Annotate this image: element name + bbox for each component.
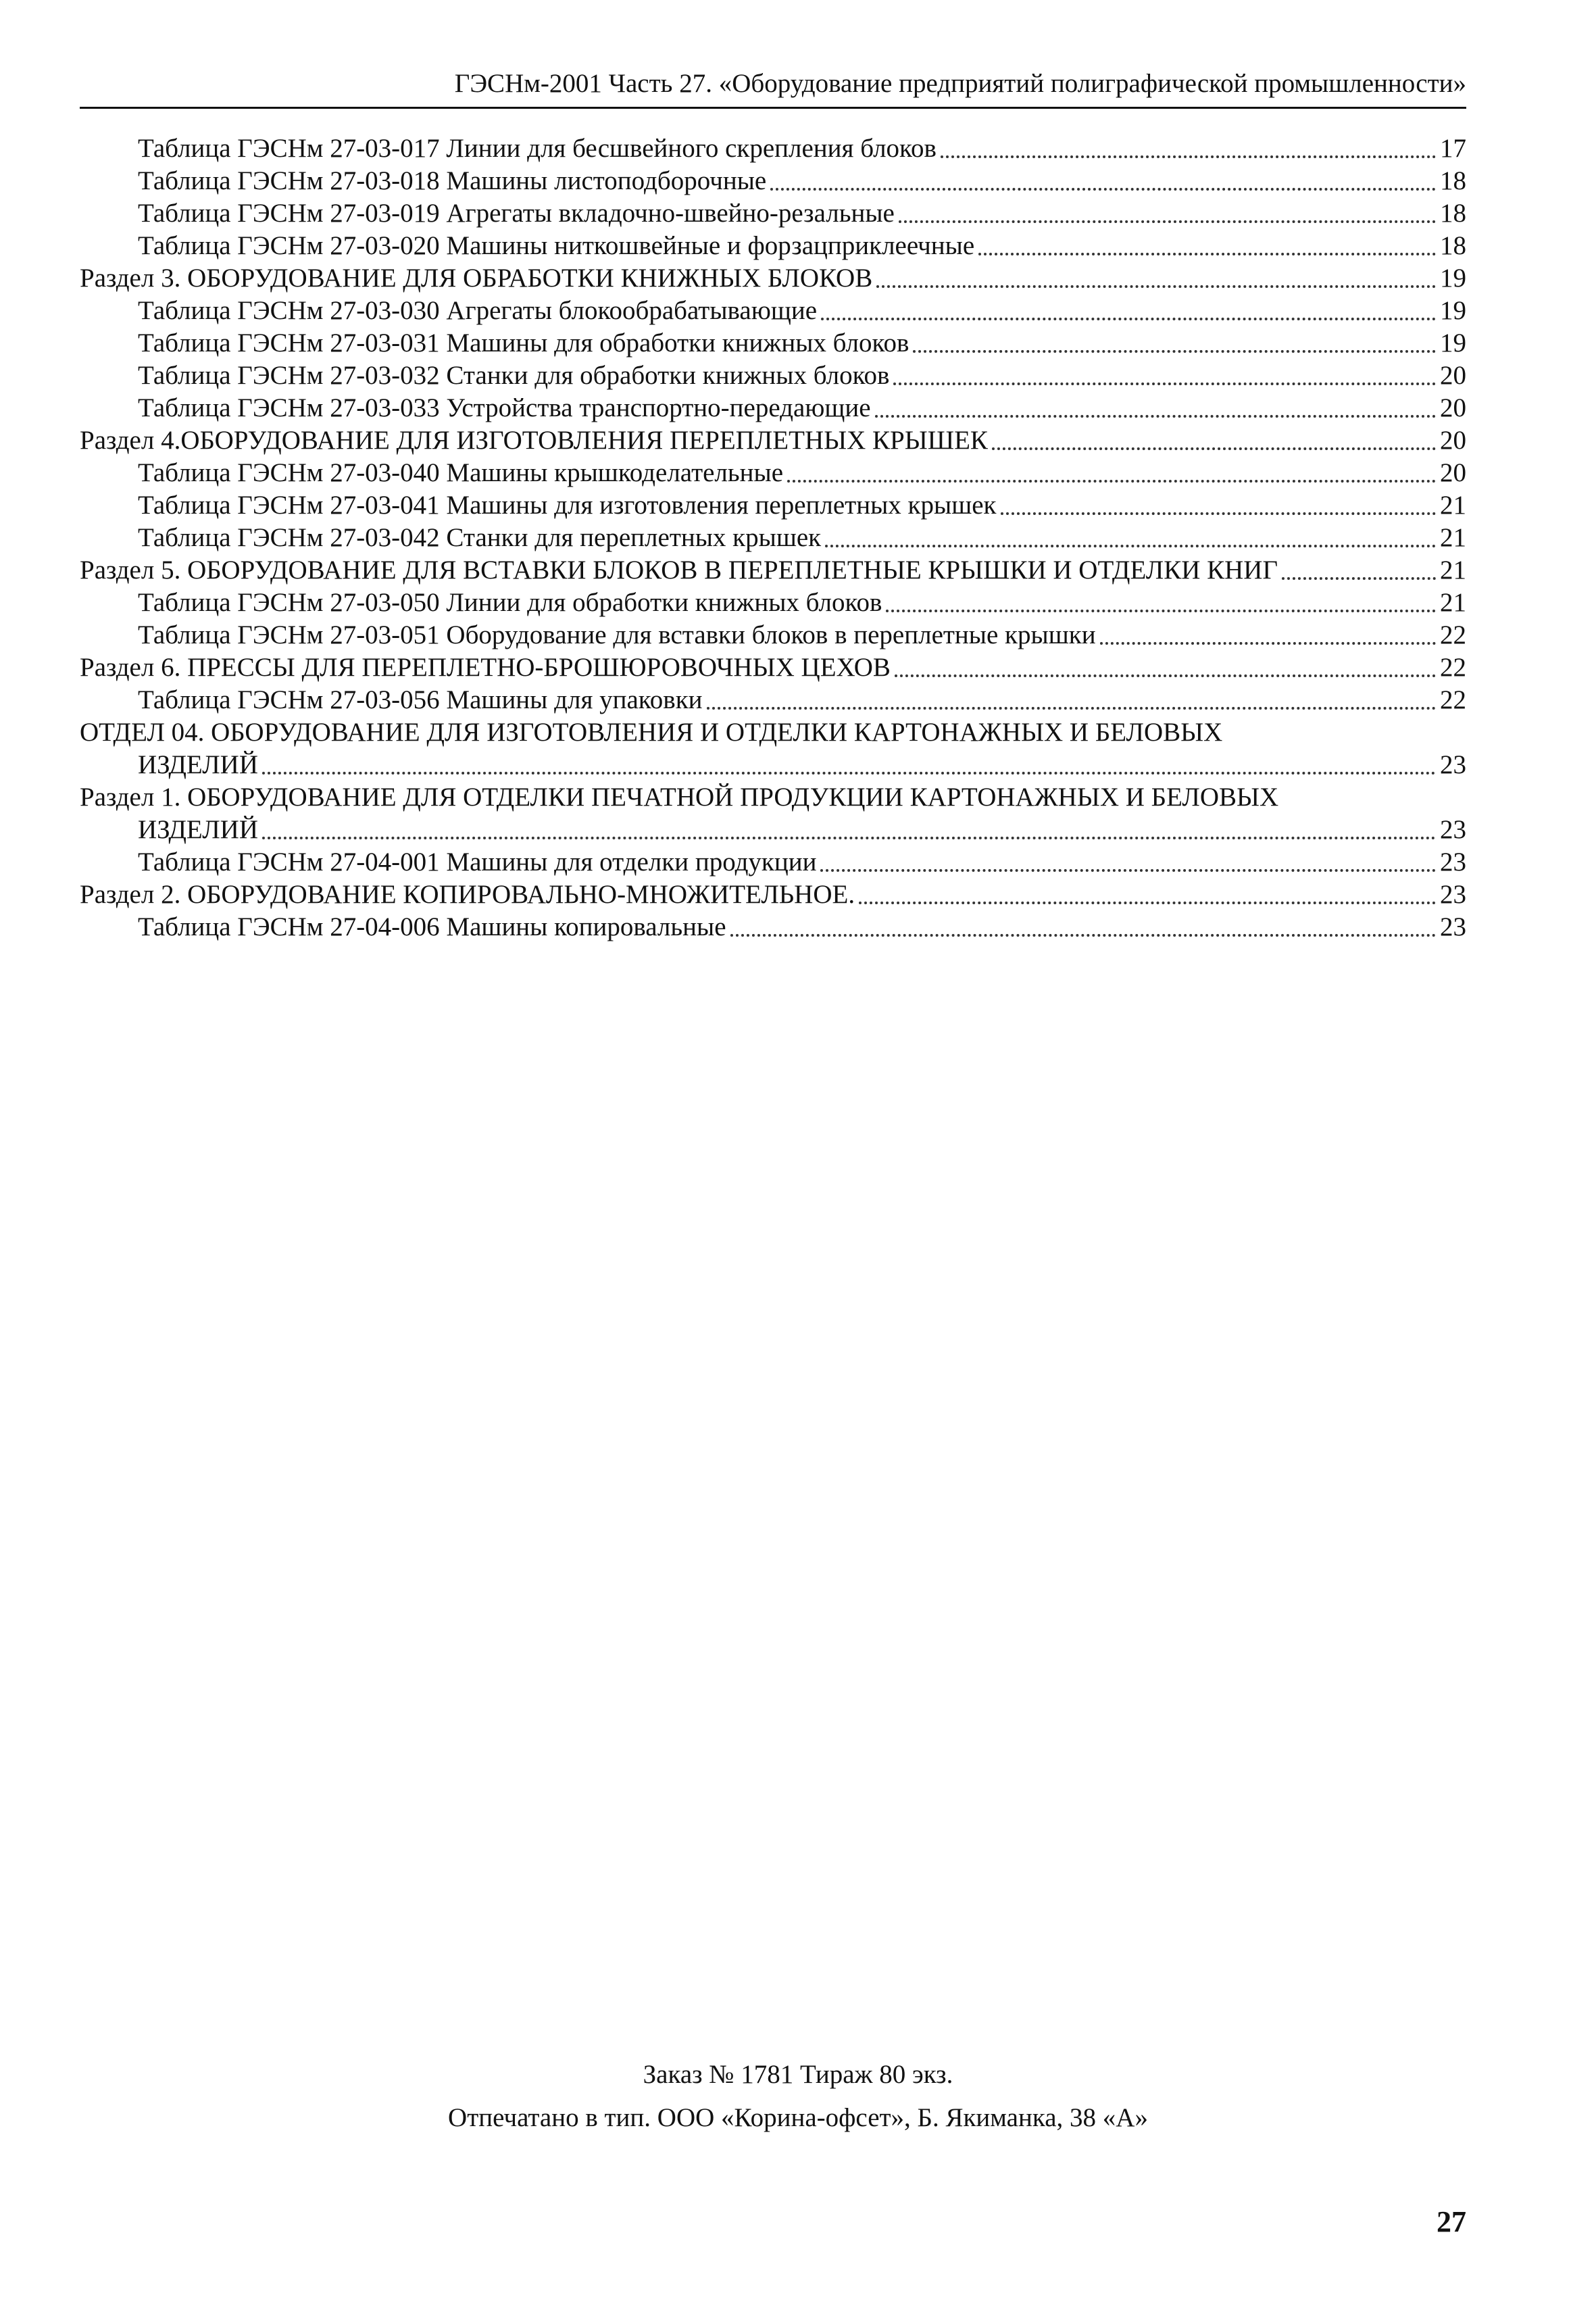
toc-entry-title: Таблица ГЭСНм 27-03-018 Машины листоподборочные [138, 166, 767, 195]
toc-entry-table-27-03-018 [80, 165, 1466, 197]
toc-entry-page: 19 [1440, 264, 1466, 293]
toc-entry-title: Таблица ГЭСНм 27-03-031 Машины для обработки книжных блоков [138, 328, 909, 358]
toc-entry-page: 17 [1440, 134, 1466, 163]
dot-leader [770, 188, 1436, 191]
toc-entry-page: 20 [1440, 458, 1466, 487]
toc-entry-page: 20 [1440, 361, 1466, 390]
toc-entry-title: Таблица ГЭСНм 27-03-019 Агрегаты вкладочно-швейно-резальные [138, 199, 895, 228]
dot-leader [992, 447, 1436, 450]
toc-entry-title: Таблица ГЭСНм 27-03-033 Устройства транспортно-передающие [138, 393, 871, 422]
toc-entry-continuation [80, 749, 1466, 781]
toc-entry-table-27-03-017 [80, 132, 1466, 165]
toc-entry-table-27-03-050 [80, 587, 1466, 619]
toc-entry-table-27-03-032 [80, 360, 1466, 392]
dot-leader [262, 837, 1436, 839]
toc-entry-page: 18 [1440, 166, 1466, 195]
toc-entry-title: Таблица ГЭСНм 27-03-041 Машины для изготовления переплетных крышек [138, 491, 997, 520]
toc-entry-page: 23 [1440, 912, 1466, 941]
dot-leader [893, 383, 1436, 385]
toc-entry-title: Раздел 6. ПРЕССЫ ДЛЯ ПЕРЕПЛЕТНО-БРОШЮРОВОЧНЫХ ЦЕХОВ [80, 653, 891, 682]
toc-entry-continuation [80, 814, 1466, 846]
toc-entry-title: Таблица ГЭСНм 27-03-032 Станки для обработки книжных блоков [138, 361, 890, 390]
imprint-order-info: Заказ № 1781 Тираж 80 экз. [643, 2060, 953, 2089]
toc-entry-section-6 [80, 651, 1466, 684]
dot-leader [875, 415, 1436, 418]
dot-leader [1100, 642, 1436, 645]
toc-entry-table-27-04-006 [80, 911, 1466, 943]
dot-leader [895, 674, 1436, 677]
page-header: ГЭСНм-2001 Часть 27. «Оборудование предприятий полиграфической промышленности» [454, 69, 1466, 98]
toc-entry-page: 23 [1440, 847, 1466, 877]
toc-entry-page: 23 [1440, 815, 1466, 844]
toc-entry-page: 18 [1440, 231, 1466, 260]
toc-entry-title: Таблица ГЭСНм 27-04-001 Машины для отделки продукции [138, 847, 817, 877]
dot-leader [730, 934, 1436, 937]
toc-entry-page: 22 [1440, 653, 1466, 682]
toc-entry-table-27-03-030 [80, 295, 1466, 327]
toc-entry-page: 21 [1440, 491, 1466, 520]
toc-entry-title: Раздел 3. ОБОРУДОВАНИЕ ДЛЯ ОБРАБОТКИ КНИЖНЫХ БЛОКОВ [80, 264, 873, 293]
toc-entry-title: Таблица ГЭСНм 27-04-006 Машины копировальные [138, 912, 726, 941]
toc-entry-section-5 [80, 554, 1466, 587]
toc-entry-table-27-04-001 [80, 846, 1466, 879]
toc-entry-title: Таблица ГЭСНм 27-03-042 Станки для переплетных крышек [138, 523, 822, 552]
toc-entry-page: 19 [1440, 328, 1466, 358]
dot-leader [825, 545, 1436, 547]
dot-leader [941, 155, 1436, 158]
page-number: 27 [1437, 2205, 1466, 2238]
toc-entry-page: 23 [1440, 880, 1466, 909]
toc-entry-table-27-03-042 [80, 522, 1466, 554]
toc-entry-title: Таблица ГЭСНм 27-03-040 Машины крышкоделательные [138, 458, 784, 487]
toc-entry-page: 19 [1440, 296, 1466, 325]
dot-leader [913, 350, 1436, 353]
toc-entry-page: 22 [1440, 620, 1466, 649]
toc-entry-section-3 [80, 262, 1466, 295]
toc-entry-table-27-03-041 [80, 489, 1466, 522]
dot-leader [821, 318, 1436, 320]
toc-entry-title: Таблица ГЭСНм 27-03-056 Машины для упаковки [138, 685, 703, 714]
dot-leader [859, 902, 1436, 904]
toc-entry-table-27-03-033 [80, 392, 1466, 424]
dot-leader [876, 285, 1436, 288]
toc-entry-table-27-03-040 [80, 457, 1466, 489]
header-divider [80, 107, 1466, 109]
toc-entry-title: Раздел 4.ОБОРУДОВАНИЕ ДЛЯ ИЗГОТОВЛЕНИЯ ПЕРЕПЛЕТНЫХ КРЫШЕК [80, 426, 988, 455]
toc-entry-table-27-03-051 [80, 619, 1466, 651]
dot-leader [262, 772, 1436, 774]
toc-entry-page: 21 [1440, 588, 1466, 617]
toc-entry-section-4 [80, 424, 1466, 457]
toc-entry-page: 22 [1440, 685, 1466, 714]
toc-entry-title-continued: ИЗДЕЛИЙ [138, 750, 259, 779]
toc-entry-table-27-03-019 [80, 197, 1466, 230]
table-of-contents [80, 132, 1466, 943]
toc-entry-title: Раздел 5. ОБОРУДОВАНИЕ ДЛЯ ВСТАВКИ БЛОКОВ В ПЕРЕПЛЕТНЫЕ КРЫШКИ И ОТДЕЛКИ КНИГ [80, 556, 1278, 585]
toc-entry-title: Раздел 1. ОБОРУДОВАНИЕ ДЛЯ ОТДЕЛКИ ПЕЧАТНОЙ ПРОДУКЦИИ КАРТОНАЖНЫХ И БЕЛОВЫХ [80, 783, 1279, 812]
dot-leader [820, 869, 1436, 872]
toc-entry-department-04 [80, 716, 1466, 781]
toc-entry-section-2 [80, 879, 1466, 911]
toc-entry-title: Таблица ГЭСНм 27-03-017 Линии для бесшвейного скрепления блоков [138, 134, 937, 163]
dot-leader [707, 707, 1436, 710]
dot-leader [978, 253, 1436, 255]
toc-entry-table-27-03-020 [80, 230, 1466, 262]
toc-entry-page: 21 [1440, 523, 1466, 552]
imprint-printer-info: Отпечатано в тип. ООО «Корина-офсет», Б. Якиманка, 38 «А» [448, 2103, 1148, 2132]
toc-entry-title: Таблица ГЭСНм 27-03-020 Машины ниткошвейные и форзацприклеечные [138, 231, 975, 260]
toc-entry-page: 23 [1440, 750, 1466, 779]
toc-entry-page: 21 [1440, 556, 1466, 585]
toc-entry-title: Таблица ГЭСНм 27-03-030 Агрегаты блокообрабатывающие [138, 296, 818, 325]
dot-leader [1001, 512, 1437, 515]
toc-entry-title: ОТДЕЛ 04. ОБОРУДОВАНИЕ ДЛЯ ИЗГОТОВЛЕНИЯ И ОТДЕЛКИ КАРТОНАЖНЫХ И БЕЛОВЫХ [80, 718, 1223, 747]
toc-entry-section-1 [80, 781, 1466, 846]
toc-entry-page: 20 [1440, 393, 1466, 422]
toc-entry-page: 20 [1440, 426, 1466, 455]
dot-leader [886, 610, 1436, 612]
toc-entry-title-continued: ИЗДЕЛИЙ [138, 815, 259, 844]
toc-entry-title: Таблица ГЭСНм 27-03-051 Оборудование для вставки блоков в переплетные крышки [138, 620, 1096, 649]
toc-entry-title: Раздел 2. ОБОРУДОВАНИЕ КОПИРОВАЛЬНО-МНОЖИТЕЛЬНОЕ. [80, 880, 855, 909]
dot-leader [787, 480, 1436, 483]
toc-entry-table-27-03-031 [80, 327, 1466, 360]
toc-entry-table-27-03-056 [80, 684, 1466, 716]
dot-leader [1282, 577, 1436, 580]
toc-entry-title: Таблица ГЭСНм 27-03-050 Линии для обработки книжных блоков [138, 588, 882, 617]
dot-leader [899, 220, 1436, 223]
toc-entry-page: 18 [1440, 199, 1466, 228]
